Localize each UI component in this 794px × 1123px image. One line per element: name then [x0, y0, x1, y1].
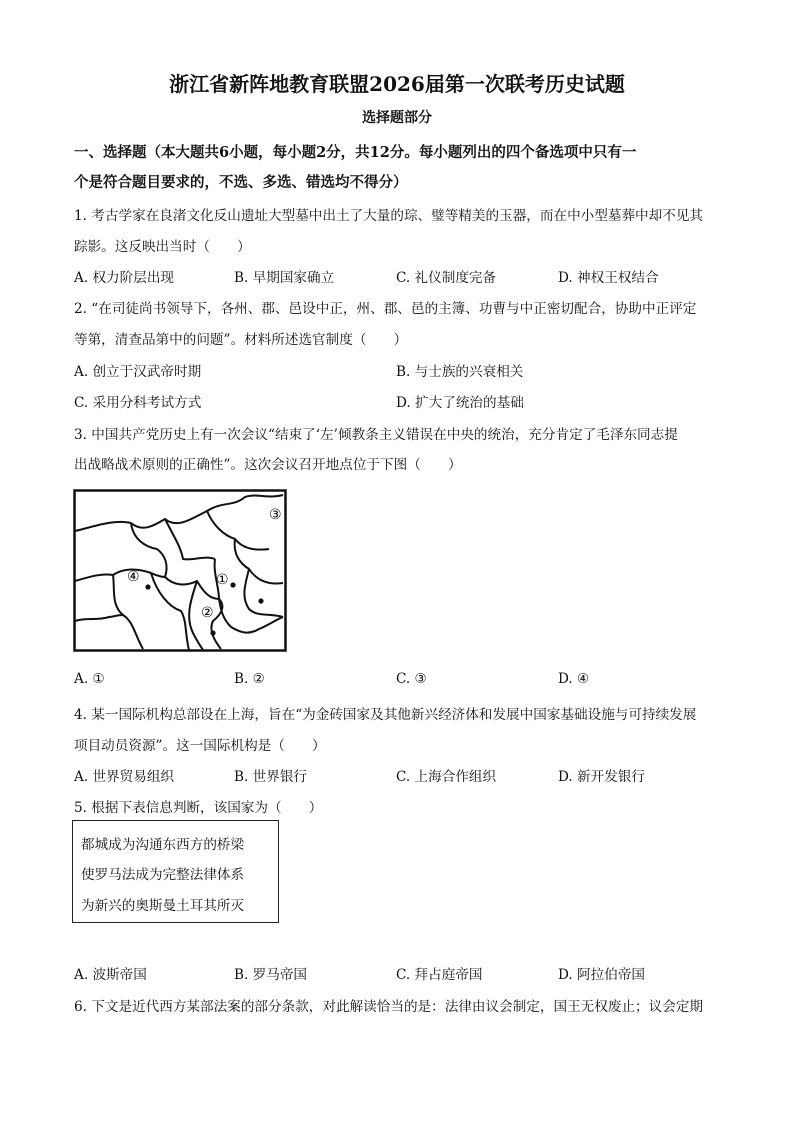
q2-option-b[interactable]: B. 与士族的兴衰相关	[396, 364, 524, 380]
q2-stem-line2: 等第，清查品第中的问题”。材料所述选官制度（ ）	[74, 332, 408, 348]
map-dot-4	[258, 598, 263, 603]
q4-stem-line2: 项目动员资源”。这一国际机构是（ ）	[74, 738, 326, 754]
map-dot-2	[230, 582, 235, 587]
q2-option-c[interactable]: C. 采用分科考试方式	[74, 395, 202, 411]
q1-option-a[interactable]: A. 权力阶层出现	[74, 270, 175, 286]
q2-option-a[interactable]: A. 创立于汉武帝时期	[74, 364, 202, 380]
q3-option-c[interactable]: C. ③	[396, 671, 427, 687]
q5-option-a[interactable]: A. 波斯帝国	[74, 967, 147, 983]
q3-option-d[interactable]: D. ④	[558, 671, 590, 687]
map-label-2: ②	[201, 605, 214, 621]
q5-option-c[interactable]: C. 拜占庭帝国	[396, 967, 483, 983]
q5-info-table	[72, 820, 279, 923]
q4-option-b[interactable]: B. 世界银行	[234, 769, 308, 785]
q5-stem-line1: 5. 根据下表信息判断，该国家为（ ）	[74, 800, 323, 816]
q4-option-c[interactable]: C. 上海合作组织	[396, 769, 497, 785]
map-dot-3	[210, 630, 215, 635]
q3-stem-line1: 3. 中国共产党历史上有一次会议“结束了‘左’倾教条主义错误在中央的统治，充分肯定了毛泽东同志提	[74, 427, 678, 443]
china-region-map	[73, 489, 287, 652]
q3-option-a[interactable]: A. ①	[74, 671, 105, 687]
q4-option-a[interactable]: A. 世界贸易组织	[74, 769, 175, 785]
q3-stem-line2: 出战略战术原则的正确性”。这次会议召开地点位于下图（ ）	[74, 457, 462, 473]
section-instructions-line1: 一、选择题（本大题共6小题，每小题2分，共12分。每小题列出的四个备选项中只有一	[74, 144, 637, 161]
q1-stem-line2: 踪影。这反映出当时（ ）	[74, 239, 251, 255]
map-label-1: ①	[216, 572, 229, 588]
q1-stem-line1: 1. 考古学家在良渚文化反山遗址大型墓中出土了大量的琮、璧等精美的玉器，而在中小型墓葬中却不见其	[74, 208, 704, 224]
q5-option-b[interactable]: B. 罗马帝国	[234, 967, 308, 983]
map-svg	[73, 489, 287, 652]
section-instructions-line2: 个是符合题目要求的，不选、多选、错选均不得分）	[74, 174, 408, 191]
q1-option-d[interactable]: D. 神权王权结合	[558, 270, 659, 286]
q3-option-b[interactable]: B. ②	[234, 671, 265, 687]
q5-table-row-3: 为新兴的奥斯曼土耳其所灭	[81, 898, 245, 914]
q5-table-row-2: 使罗马法成为完整法律体系	[81, 867, 245, 883]
q4-option-d[interactable]: D. 新开发银行	[558, 769, 646, 785]
map-label-4: ④	[127, 569, 140, 585]
q2-option-d[interactable]: D. 扩大了统治的基础	[396, 395, 524, 411]
q5-table-row-1: 都城成为沟通东西方的桥梁	[81, 837, 245, 853]
q5-option-d[interactable]: D. 阿拉伯帝国	[558, 967, 646, 983]
map-dot-zunyi	[145, 584, 150, 589]
q1-option-b[interactable]: B. 早期国家确立	[234, 270, 335, 286]
map-label-3: ③	[269, 507, 282, 523]
exam-title: 浙江省新阵地教育联盟2026届第一次联考历史试题	[169, 72, 625, 96]
q4-stem-line1: 4. 某一国际机构总部设在上海，旨在“为金砖国家及其他新兴经济体和发展中国家基础设施与可持续发展	[74, 707, 697, 723]
q1-option-c[interactable]: C. 礼仪制度完备	[396, 270, 497, 286]
q2-stem-line1: 2. “在司徒尚书领导下，各州、郡、邑设中正，州、郡、邑的主簿、功曹与中正密切配合，协助中正评定	[74, 301, 697, 317]
q6-stem-line1: 6. 下文是近代西方某部法案的部分条款，对此解读恰当的是：法律由议会制定，国王无权废止；议会定期	[74, 999, 704, 1015]
section-subtitle: 选择题部分	[362, 110, 432, 126]
